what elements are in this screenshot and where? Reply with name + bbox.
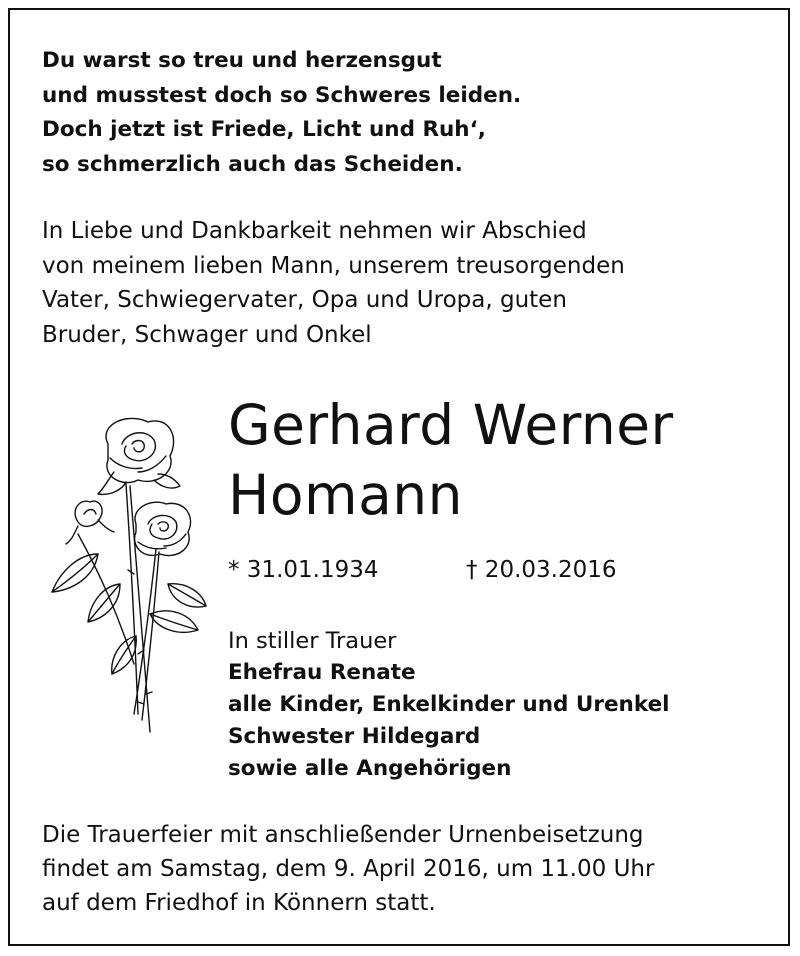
poem-line: Doch jetzt ist Friede, Licht und Ruh‘, (42, 117, 486, 142)
death-date: † 20.03.2016 (466, 557, 617, 583)
mourning-lead: In stiller Trauer (228, 628, 397, 654)
intro-line: In Liebe und Dankbarkeit nehmen wir Abschied (42, 218, 587, 244)
name-line-last: Homann (228, 463, 464, 527)
funeral-details (42, 818, 654, 920)
memorial-poem (42, 44, 521, 182)
poem-line: und musstest doch so Schweres leiden. (42, 82, 522, 108)
intro-line: von meinem lieben Mann, unserem treusorgenden (42, 252, 625, 279)
rose-illustration-icon (38, 414, 208, 744)
name-line-first: Gerhard Werner (228, 393, 674, 457)
intro-line: Vater, Schwiegervater, Opa und Uropa, guten (42, 287, 567, 313)
obituary-notice (8, 8, 790, 946)
funeral-line: auf dem Friedhof in Könnern statt. (42, 890, 436, 916)
mourner-entry: Schwester Hildegard (228, 724, 481, 749)
mourner-entry: Ehefrau Renate (228, 660, 416, 685)
poem-line: so schmerzlich auch das Scheiden. (42, 151, 463, 177)
poem-line: Du warst so treu und herzensgut (42, 48, 442, 73)
mourner-entry: sowie alle Angehörigen (228, 756, 512, 781)
intro-line: Bruder, Schwager und Onkel (42, 321, 372, 348)
funeral-line: Die Trauerfeier mit anschließender Urnenbeisetzung (42, 822, 644, 848)
birth-date: * 31.01.1934 (228, 557, 379, 583)
funeral-line: findet am Samstag, dem 9. April 2016, um 11.00 Uhr (42, 856, 655, 882)
mourner-entry: alle Kinder, Enkelkinder und Urenkel (228, 692, 670, 717)
mourners-list (228, 625, 670, 785)
deceased-name (228, 390, 674, 530)
farewell-intro (42, 214, 625, 352)
